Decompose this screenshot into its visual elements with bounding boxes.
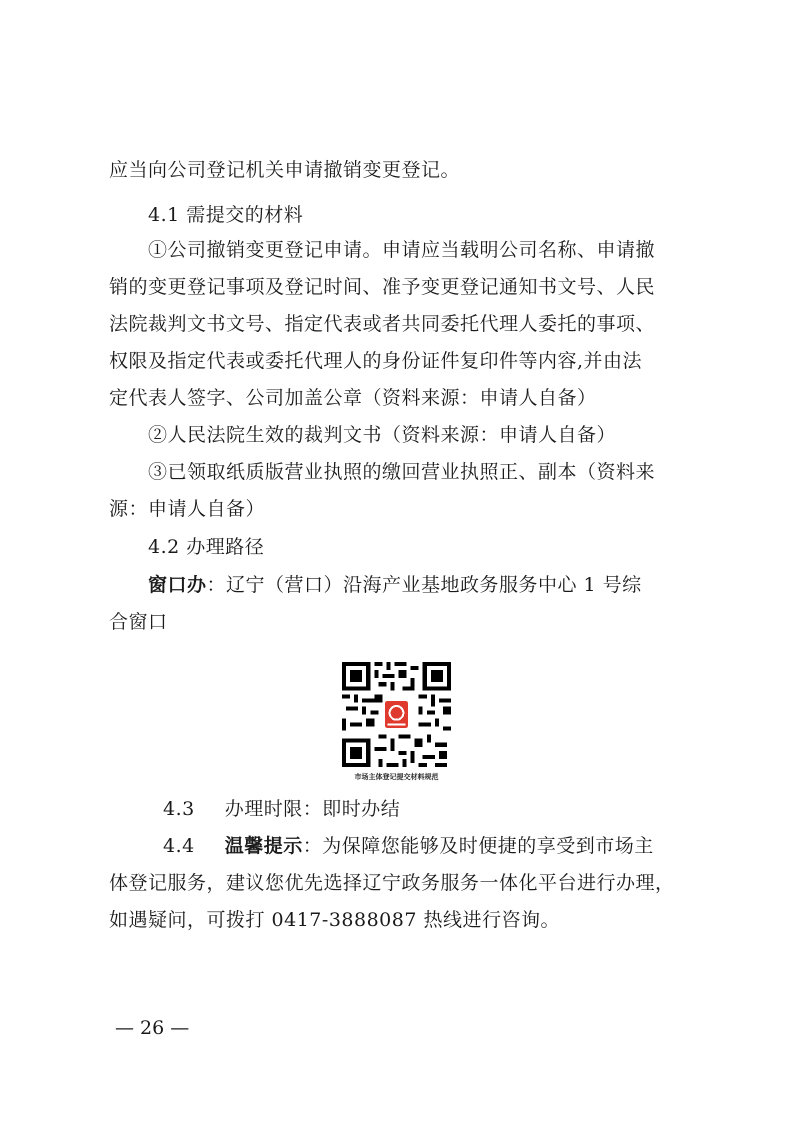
- tip-text: ：为保障您能够及时便捷的享受到市场主: [302, 835, 654, 857]
- tip-line: 体登记服务，建议您优先选择辽宁政务服务一体化平台进行办理，: [109, 872, 675, 894]
- qr-caption: 市场主体登记提交材料规范: [354, 773, 439, 781]
- item1-line: 权限及指定代表或委托代理人的身份证件复印件等内容,并由法: [109, 350, 643, 372]
- qr-code[interactable]: [338, 658, 455, 788]
- window-line-2: 合窗口: [109, 611, 168, 633]
- section-number: 4.3: [163, 798, 195, 820]
- item1-line: 定代表人签字、公司加盖公章（资料来源：申请人自备）: [109, 387, 597, 409]
- item1-line: 销的变更登记事项及登记时间、准予变更登记通知书文号、人民: [109, 276, 656, 298]
- item1-line: 法院裁判文书文号、指定代表或者共同委托代理人委托的事项、: [109, 313, 656, 335]
- section-text: 办理时限：即时办结: [224, 798, 401, 820]
- window-text: ：辽宁（营口）沿海产业基地政务服务中心 1 号综: [206, 574, 642, 596]
- page-number: — 26 —: [115, 1017, 190, 1039]
- section-4-3: [163, 797, 400, 821]
- window-line: [148, 573, 642, 597]
- tip-line: 如遇疑问，可拨打 0417-3888087 热线进行咨询。: [109, 909, 560, 931]
- section-number: 4.4: [163, 835, 195, 857]
- window-label: 窗口办: [148, 574, 207, 596]
- item3-line: ③已领取纸质版营业执照的缴回营业执照正、副本（资料来: [148, 461, 656, 483]
- item1-line: ①公司撤销变更登记申请。申请应当载明公司名称、申请撤: [148, 239, 656, 261]
- item3-line: 源：申请人自备）: [109, 498, 266, 520]
- section-title-4-1: 4.1 需提交的材料: [148, 204, 304, 226]
- item2-line: ②人民法院生效的裁判文书（资料来源：申请人自备）: [148, 424, 617, 446]
- paragraph-line: 应当向公司登记机关申请撤销变更登记。: [109, 159, 461, 181]
- tip-label: 温馨提示: [224, 835, 303, 857]
- section-title-4-2: 4.2 办理路径: [148, 536, 265, 558]
- qr-code-icon: [338, 658, 455, 771]
- section-4-4: [163, 834, 654, 858]
